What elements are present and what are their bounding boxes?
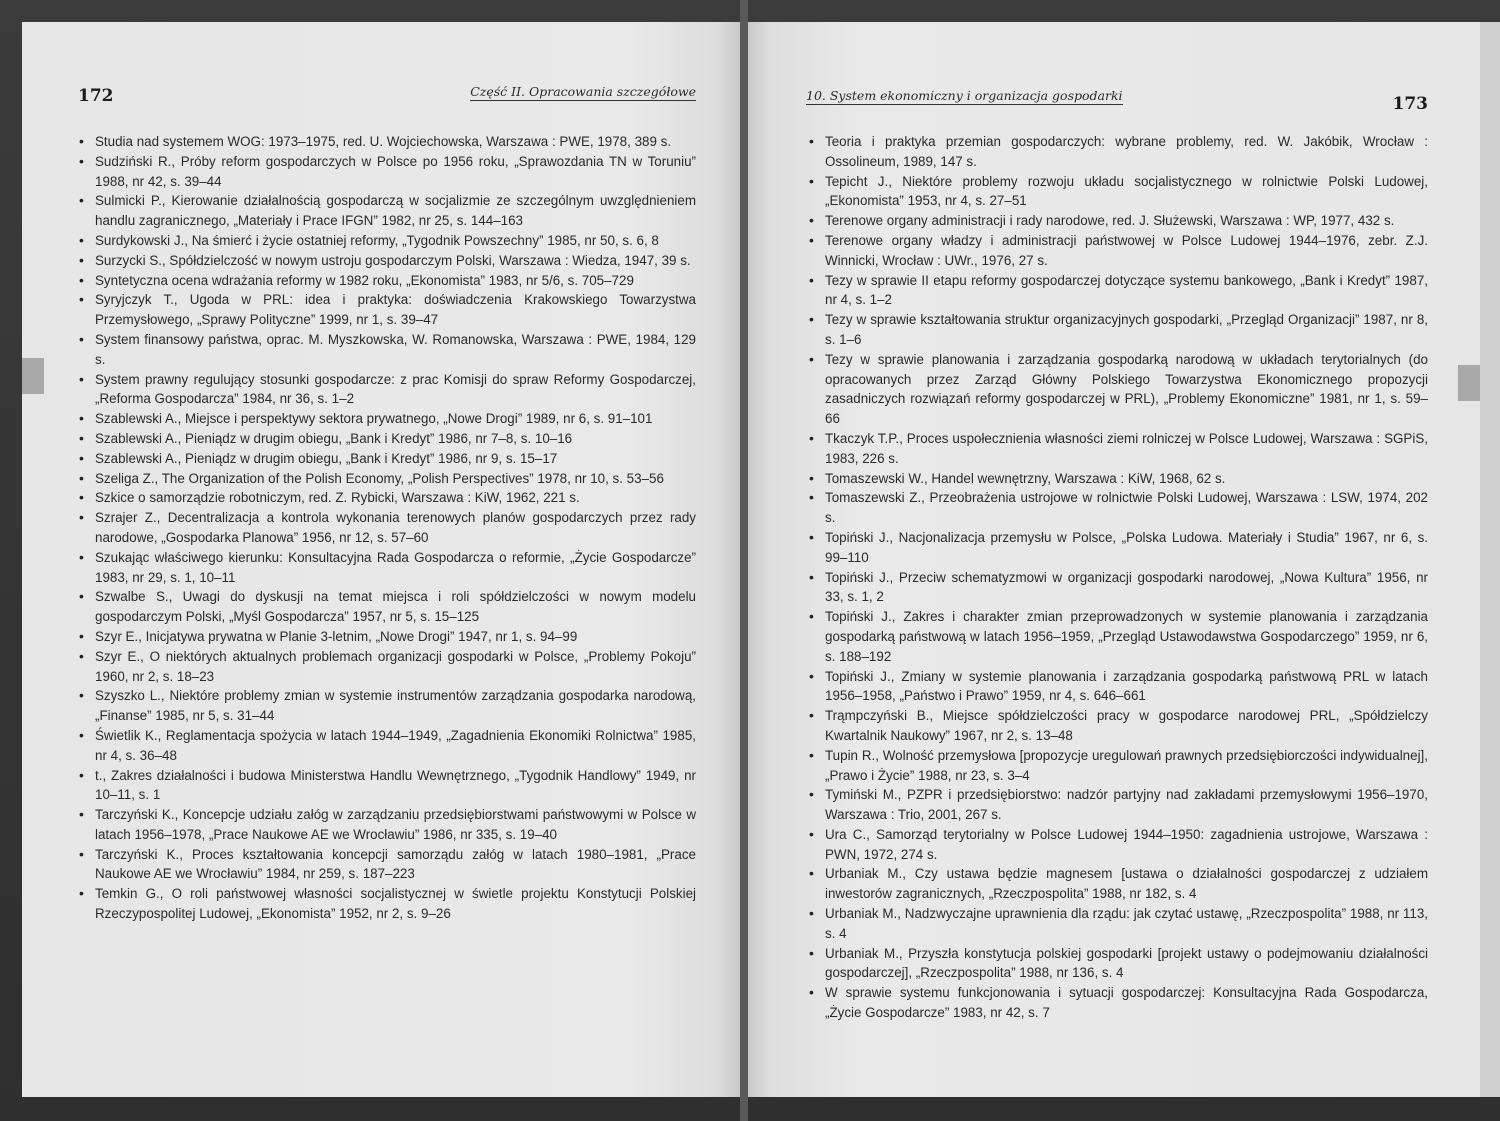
bibliography-entry: • Terenowe organy administracji i rady narodowe, red. J. Służewski, Warszawa : WP, 1977, 432 s. [806,211,1428,231]
bibliography-entry: • Topiński J., Zmiany w systemie planowania i zarządzania gospodarką państwową PRL w latach 1956–1958, „Państwo i Prawo” 1959, nr 4, s. 646–661 [806,667,1428,707]
bibliography-entry: • Sudziński R., Próby reform gospodarczych w Polsce po 1956 roku, „Sprawozdania TN w Toruniu” 1988, nr 42, s. 39–44 [76,152,696,192]
bibliography-entry: • Ura C., Samorząd terytorialny w Polsce Ludowej 1944–1950: zagadnienia ustrojowe, Warszawa : PWN, 1972, 274 s. [806,825,1428,865]
bibliography-entry: • Szablewski A., Pieniądz w drugim obiegu, „Bank i Kredyt” 1986, nr 9, s. 15–17 [76,449,696,469]
bibliography-entry: • Temkin G., O roli państwowej własności socjalistycznej w świetle projektu Konstytucji Polskiej Rzeczypospolitej Ludowej, „Ekonomista” 1952, nr 2, s. 9–26 [76,884,696,924]
running-title: Część II. Opracowania szczegółowe [470,84,696,99]
left-page-header [76,84,696,118]
bibliography-entry: • Szyr E., Inicjatywa prywatna w Planie 3-letnim, „Nowe Drogi” 1947, nr 1, s. 94–99 [76,627,696,647]
bibliography-entry: • Szwalbe S., Uwagi do dyskusji na temat miejsca i roli spółdzielczości w nowym modelu gospodarczym Polski, „Myśl Gospodarcza” 1957, nr 5, s. 15–125 [76,587,696,627]
right-page-header [806,84,1428,118]
bibliography-entry: • Tymiński M., PZPR i przedsiębiorstwo: nadzór partyjny nad zakładami przemysłowymi 1956–1970, Warszawa : Trio, 2001, 267 s. [806,785,1428,825]
bibliography-entry: • Szablewski A., Pieniądz w drugim obiegu, „Bank i Kredyt” 1986, nr 7–8, s. 10–16 [76,429,696,449]
thumb-tab-marker [22,358,44,394]
page-number: 172 [78,86,114,106]
bibliography-entry: • Topiński J., Nacjonalizacja przemysłu w Polsce, „Polska Ludowa. Materiały i Studia” 1967, nr 6, s. 99–110 [806,528,1428,568]
bibliography-entry: • Urbaniak M., Nadzwyczajne uprawnienia dla rządu: jak czytać ustawę, „Rzeczpospolita” 1988, nr 113, s. 4 [806,904,1428,944]
thumb-tab-marker [1458,365,1480,401]
bibliography-entry: • Studia nad systemem WOG: 1973–1975, red. U. Wojciechowska, Warszawa : PWE, 1978, 389 s. [76,132,696,152]
bibliography-entry: • Tomaszewski W., Handel wewnętrzny, Warszawa : KiW, 1968, 62 s. [806,469,1428,489]
bibliography-entry: • Tepicht J., Niektóre problemy rozwoju układu socjalistycznego w rolnictwie Polski Ludowej, „Ekonomista” 1953, nr 4, s. 27–51 [806,172,1428,212]
bibliography-entry: • Szrajer Z., Decentralizacja a kontrola wykonania terenowych planów gospodarczych przez rady narodowe, „Gospodarka Planowa” 1956, nr 12, s. 57–60 [76,508,696,548]
page-number: 173 [1392,94,1428,114]
bibliography-entry: • Tomaszewski Z., Przeobrażenia ustrojowe w rolnictwie Polski Ludowej, Warszawa : LSW, 1974, 202 s. [806,488,1428,528]
bibliography-entry: • Topiński J., Przeciw schematyzmowi w organizacji gospodarki narodowej, „Nowa Kultura” 1956, nr 33, s. 1, 2 [806,568,1428,608]
bibliography-entry: • Szukając właściwego kierunku: Konsultacyjna Rada Gospodarcza o reformie, „Życie Gospodarcze” 1983, nr 29, s. 1, 10–11 [76,548,696,588]
bibliography-entry: • Tezy w sprawie planowania i zarządzania gospodarką narodową w układach terytorialnych (do opracowanych przez Zarząd Główny Polskiego Towarzystwa Ekonomicznego propozycji zasadniczych rozwiązań reformy gospodarczej w PRL), „Problemy Ekonomiczne” 1981, nr 1, s. 59–66 [806,350,1428,429]
book-gutter [740,0,748,1121]
bibliography-entry: • W sprawie systemu funkcjonowania i sytuacji gospodarczej: Konsultacyjna Rada Gospodarcza, „Życie Gospodarcze” 1983, nr 42, s. 7 [806,983,1428,1023]
bibliography-entry: • Szablewski A., Miejsce i perspektywy sektora prywatnego, „Nowe Drogi” 1989, nr 6, s. 91–101 [76,409,696,429]
bibliography-entry: • Trąmpczyński B., Miejsce spółdzielczości pracy w gospodarce narodowej PRL, „Spółdzielczy Kwartalnik Naukowy” 1967, nr 2, s. 13–48 [806,706,1428,746]
bibliography-entry: • Syryjczyk T., Ugoda w PRL: idea i praktyka: doświadczenia Krakowskiego Towarzystwa Przemysłowego, „Sprawy Polityczne” 1999, nr 1, s. 39–47 [76,290,696,330]
bibliography-entry: • Tupin R., Wolność przemysłowa [propozycje uregulowań prawnych przedsiębiorczości indywidualnej], „Prawo i Życie” 1988, nr 23, s. 3–4 [806,746,1428,786]
bibliography-entry: • t., Zakres działalności i budowa Ministerstwa Handlu Wewnętrznego, „Tygodnik Handlowy” 1949, nr 10–11, s. 1 [76,766,696,806]
bibliography-entry: • Sulmicki P., Kierowanie działalnością gospodarczą w socjalizmie ze szczególnym uwzględnieniem handlu zagranicznego, „Materiały i Prace IFGN” 1982, nr 25, s. 144–163 [76,191,696,231]
bibliography-entry: • Tarczyński K., Proces kształtowania koncepcji samorządu załóg w latach 1980–1981, „Prace Naukowe AE we Wrocławiu” 1984, nr 259, s. 187–223 [76,845,696,885]
bibliography-entry: • Tezy w sprawie kształtowania struktur organizacyjnych gospodarki, „Przegląd Organizacji” 1987, nr 8, s. 1–6 [806,310,1428,350]
bibliography-entry: • Szyr E., O niektórych aktualnych problemach organizacji gospodarki w Polsce, „Problemy Pokoju” 1960, nr 2, s. 18–23 [76,647,696,687]
right-page [748,22,1480,1097]
bibliography-entry: • Tezy w sprawie II etapu reformy gospodarczej dotyczące systemu bankowego, „Bank i Kredyt” 1987, nr 4, s. 1–2 [806,271,1428,311]
bibliography-entry: • Syntetyczna ocena wdrażania reformy w 1982 roku, „Ekonomista” 1983, nr 5/6, s. 705–729 [76,271,696,291]
running-title: 10. System ekonomiczny i organizacja gospodarki [806,88,1123,103]
bibliography-entry: • System finansowy państwa, oprac. M. Myszkowska, W. Romanowska, Warszawa : PWE, 1984, 129 s. [76,330,696,370]
bibliography-entry: • Terenowe organy władzy i administracji państwowej w Polsce Ludowej 1944–1976, zebr. Z.J. Winnicki, Wrocław : UWr., 1976, 27 s. [806,231,1428,271]
bibliography-entry: • Świetlik K., Reglamentacja spożycia w latach 1944–1949, „Zagadnienia Ekonomiki Rolnictwa” 1985, nr 4, s. 36–48 [76,726,696,766]
bibliography-entry: • Szyszko L., Niektóre problemy zmian w systemie instrumentów zarządzania gospodarka narodową, „Finanse” 1985, nr 5, s. 31–44 [76,686,696,726]
left-page [22,22,740,1097]
bibliography-entry: • Szeliga Z., The Organization of the Polish Economy, „Polish Perspectives” 1978, nr 10, s. 53–56 [76,469,696,489]
bibliography-entry: • Surdykowski J., Na śmierć i życie ostatniej reformy, „Tygodnik Powszechny” 1985, nr 50, s. 6, 8 [76,231,696,251]
bibliography-entry: • Urbaniak M., Czy ustawa będzie magnesem [ustawa o działalności gospodarczej z udziałem inwestorów zagranicznych, „Rzeczpospolita” 1988, nr 182, s. 4 [806,864,1428,904]
bibliography-entry: • Tarczyński K., Koncepcje udziału załóg w zarządzaniu przedsiębiorstwami państwowymi w Polsce w latach 1956–1978, „Prace Naukowe AE we Wrocławiu” 1986, nr 335, s. 19–40 [76,805,696,845]
bibliography-list [806,132,1428,1023]
bibliography-list [76,132,696,924]
bibliography-entry: • Tkaczyk T.P., Proces uspołecznienia własności ziemi rolniczej w Polsce Ludowej, Warszawa : SGPiS, 1983, 226 s. [806,429,1428,469]
bibliography-entry: • Szkice o samorządzie robotniczym, red. Z. Rybicki, Warszawa : KiW, 1962, 221 s. [76,488,696,508]
bibliography-entry: • Surzycki S., Spółdzielczość w nowym ustroju gospodarczym Polski, Warszawa : Wiedza, 1947, 39 s. [76,251,696,271]
bibliography-entry: • Topiński J., Zakres i charakter zmian przeprowadzonych w systemie planowania i zarządzania gospodarką państwową w latach 1956–1959, „Przegląd Ustawodawstwa Gospodarczego” 1959, nr 6, s. 188–192 [806,607,1428,666]
bibliography-entry: • Urbaniak M., Przyszła konstytucja polskiej gospodarki [projekt ustawy o podejmowaniu działalności gospodarczej], „Rzeczpospolita” 1988, nr 136, s. 4 [806,944,1428,984]
page-edge [1480,22,1500,1097]
bibliography-entry: • Teoria i praktyka przemian gospodarczych: wybrane problemy, red. W. Jakóbik, Wrocław : Ossolineum, 1989, 147 s. [806,132,1428,172]
bibliography-entry: • System prawny regulujący stosunki gospodarcze: z prac Komisji do spraw Reformy Gospodarczej, „Reforma Gospodarcza” 1984, nr 36, s. 1–2 [76,370,696,410]
